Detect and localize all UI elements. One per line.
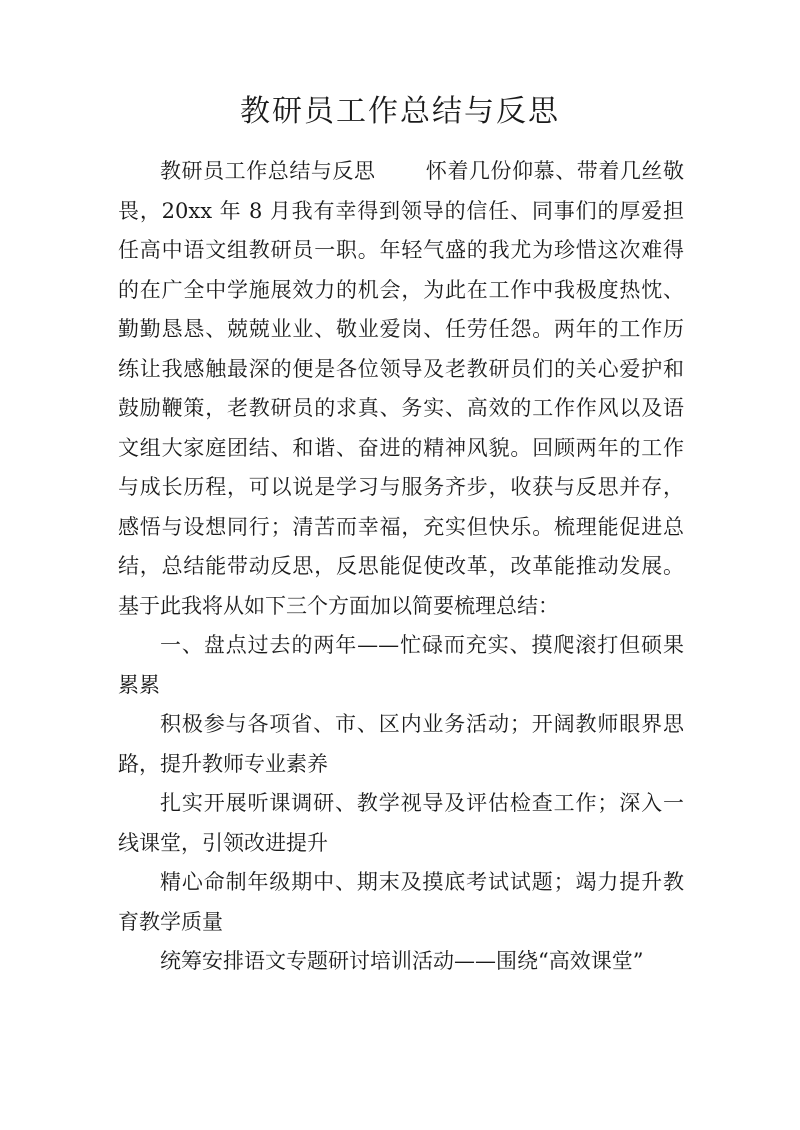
document-body (118, 152, 684, 982)
paragraph-section-heading: 一、盘点过去的两年——忙碌而充实、摸爬滚打但硕果累累 (118, 633, 684, 697)
paragraph-item-2: 扎实开展听课调研、教学视导及评估检查工作；深入一线课堂，引领改进提升 (118, 791, 684, 855)
paragraph-item-4: 统筹安排语文专题研讨培训活动——围绕“高效课堂” (160, 949, 644, 973)
paragraph-item-3: 精心命制年级期中、期末及摸底考试试题；竭力提升教育教学质量 (118, 870, 684, 934)
paragraph-item-1: 积极参与各项省、市、区内业务活动；开阔教师眼界思路，提升教师专业素养 (118, 712, 684, 776)
document-title: 教研员工作总结与反思 (240, 94, 560, 129)
paragraph-intro: 教研员工作总结与反思 怀着几份仰慕、带着几丝敬畏，20xx 年 8 月我有幸得到领导的信任、同事们的厚爱担任高中语文组教研员一职。年轻气盛的我尤为珍惜这次难得的在广全中学施展效力的机会，为此在工作中我极度热忱、勤勤恳恳、兢兢业业、敬业爱岗、任劳任怨。两年的工作历练让我感触最深的便是各位领导及老教研员们的关心爱护和鼓励鞭策，老教研员的求真、务实、高效的工作作风以及语文组大家庭团结、和谐、奋进的精神风貌。回顾两年的工作与成长历程，可以说是学习与服务齐步，收获与反思并存，感悟与设想同行；清苦而幸福，充实但快乐。梳理能促进总结，总结能带动反思，反思能促使改革，改革能推动发展。基于此我将从如下三个方面加以简要梳理总结： (118, 159, 684, 618)
